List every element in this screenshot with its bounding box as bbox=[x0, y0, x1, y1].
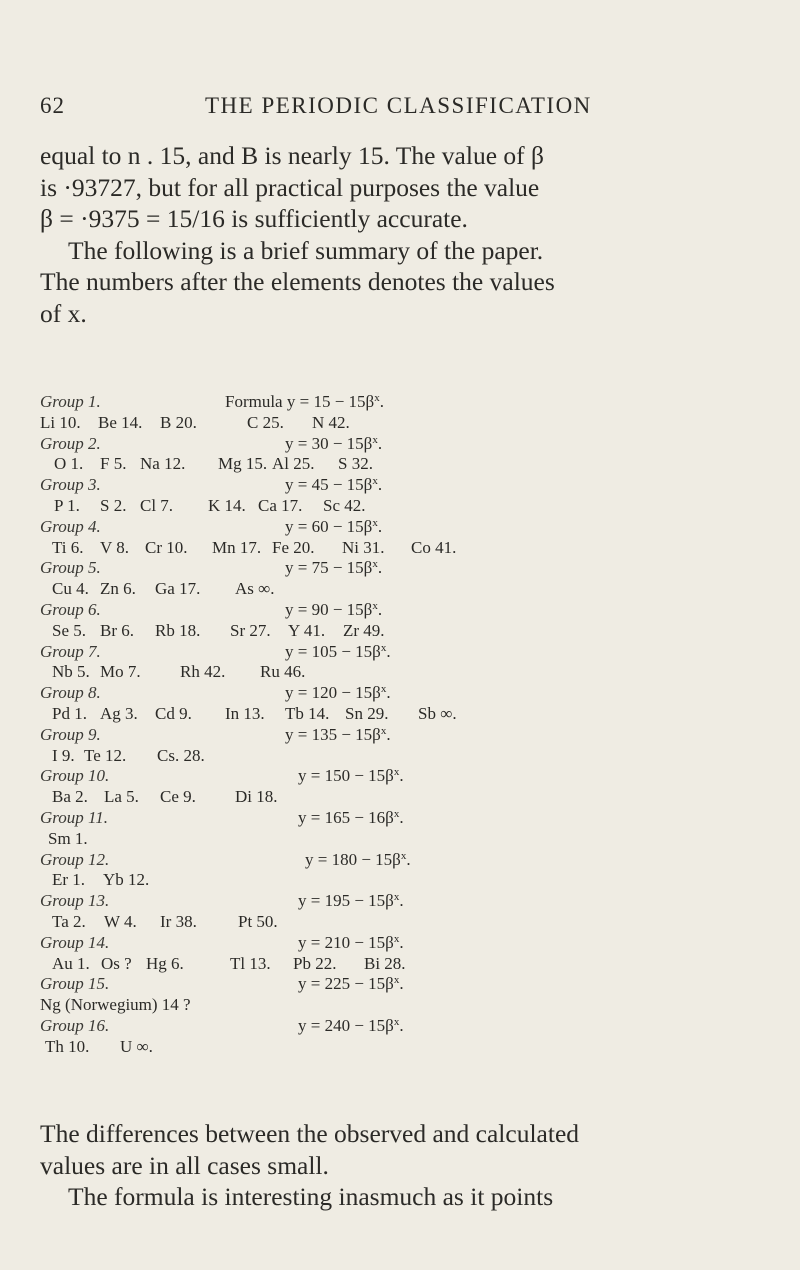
element-entry: Ba 2. bbox=[52, 787, 88, 807]
group-label: Group 7. bbox=[40, 641, 101, 661]
element-entry: Co 41. bbox=[411, 537, 457, 557]
element-entry: Mn 17. bbox=[212, 537, 262, 557]
group-formula: $y = 165 - 16\beta^x$. bbox=[298, 807, 404, 827]
element-entry: Th 10. bbox=[45, 1036, 90, 1056]
group-label: Group 9. bbox=[40, 724, 101, 744]
element-entry: Pd 1. bbox=[52, 703, 87, 723]
group-header-row bbox=[40, 683, 780, 704]
group-elements-row bbox=[40, 413, 780, 434]
element-entry: V 8. bbox=[100, 537, 129, 557]
element-entry: Pb 22. bbox=[293, 953, 337, 973]
group-elements-row bbox=[40, 995, 780, 1016]
group-header-row bbox=[40, 475, 780, 496]
group-elements-row bbox=[40, 829, 780, 850]
element-entry: Cl 7. bbox=[140, 495, 174, 515]
group-elements-row bbox=[40, 579, 780, 600]
group-formula: $y = 195 - 15\beta^x$. bbox=[298, 891, 404, 911]
group-label: Group 1. bbox=[40, 392, 101, 411]
element-entry: Di 18. bbox=[235, 787, 278, 807]
intro-paragraph bbox=[40, 140, 760, 329]
element-entry: Br 6. bbox=[100, 620, 134, 640]
group-label: Group 8. bbox=[40, 683, 101, 703]
running-head: THE PERIODIC CLASSIFICATION bbox=[205, 93, 592, 118]
group-label: Group 6. bbox=[40, 599, 101, 619]
group-header-row bbox=[40, 808, 780, 829]
group-header-row bbox=[40, 517, 780, 538]
element-entry: Yb 12. bbox=[103, 870, 150, 890]
element-entry: Ti 6. bbox=[52, 537, 84, 557]
element-entry: In 13. bbox=[225, 703, 265, 723]
element-entry: Cr 10. bbox=[145, 537, 188, 557]
group-label: Group 11. bbox=[40, 807, 108, 827]
group-header-row bbox=[40, 974, 780, 995]
element-entry: Sm 1. bbox=[48, 828, 88, 848]
group-formula: $y = 240 - 15\beta^x$. bbox=[298, 1015, 404, 1035]
element-entry: Os ? bbox=[101, 953, 132, 973]
group-formula: $y = 60 - 15\beta^x$. bbox=[285, 516, 383, 536]
element-entry: B 20. bbox=[160, 412, 197, 432]
element-entry: Bi 28. bbox=[364, 953, 406, 973]
group-elements-row bbox=[40, 787, 780, 808]
element-entry: Cu 4. bbox=[52, 579, 89, 599]
group-label: Group 15. bbox=[40, 974, 110, 994]
element-entry: F 5. bbox=[100, 454, 127, 474]
group-formula: $y = 210 - 15\beta^x$. bbox=[298, 932, 404, 952]
element-entry: Cd 9. bbox=[155, 703, 192, 723]
element-entry: Ru 46. bbox=[260, 662, 306, 682]
element-entry: Zr 49. bbox=[343, 620, 385, 640]
group-formula: $y = 90 - 15\beta^x$. bbox=[285, 599, 383, 619]
element-entry: Rh 42. bbox=[180, 662, 226, 682]
group-formula: $y = 75 - 15\beta^x$. bbox=[285, 558, 383, 578]
element-entry: La 5. bbox=[104, 787, 139, 807]
element-entry: Hg 6. bbox=[146, 953, 184, 973]
group-header-row bbox=[40, 558, 780, 579]
text-line: The differences between the observed and calculated bbox=[40, 1119, 580, 1148]
group-header-row bbox=[40, 850, 780, 871]
text-line: The formula is interesting inasmuch as it points bbox=[68, 1182, 554, 1211]
group-elements-row bbox=[40, 870, 780, 891]
element-entry: S 32. bbox=[338, 454, 373, 474]
element-entry: Ni 31. bbox=[342, 537, 385, 557]
group-elements-row bbox=[40, 496, 780, 517]
group-header-row bbox=[40, 933, 780, 954]
element-entry: P 1. bbox=[54, 495, 80, 515]
element-entry: Tl 13. bbox=[230, 953, 271, 973]
element-entry: Nb 5. bbox=[52, 662, 90, 682]
text-line: β = ·9375 = 15/16 is sufficiently accurate. bbox=[40, 204, 468, 233]
group-elements-row bbox=[40, 746, 780, 767]
group-formula: $y = 120 - 15\beta^x$. bbox=[285, 683, 391, 703]
element-entry: Be 14. bbox=[98, 412, 143, 432]
group-formula: $y = 225 - 15\beta^x$. bbox=[298, 974, 404, 994]
element-entry: S 2. bbox=[100, 495, 127, 515]
element-entry: Zn 6. bbox=[100, 579, 136, 599]
element-entry: Mg 15. bbox=[218, 454, 268, 474]
group-label: Group 5. bbox=[40, 558, 101, 578]
group-elements-row bbox=[40, 1037, 780, 1058]
group-elements-row bbox=[40, 954, 780, 975]
group-label: Group 3. bbox=[40, 475, 101, 495]
element-entry: Sr 27. bbox=[230, 620, 271, 640]
element-entry: Mo 7. bbox=[100, 662, 141, 682]
group-label: Group 16. bbox=[40, 1015, 110, 1035]
text-line: The numbers after the elements denotes the values bbox=[40, 267, 555, 296]
group-elements-row bbox=[40, 538, 780, 559]
group-label: Group 10. bbox=[40, 766, 110, 786]
group-formula: $y = 30 - 15\beta^x$. bbox=[285, 433, 383, 453]
page-number: 62 bbox=[40, 93, 65, 118]
element-entry: Ta 2. bbox=[52, 911, 86, 931]
element-entry: Tb 14. bbox=[285, 703, 330, 723]
text-line: The following is a brief summary of the paper. bbox=[68, 235, 544, 265]
group-elements-row bbox=[40, 912, 780, 933]
element-entry: Er 1. bbox=[52, 870, 86, 890]
element-groups-table bbox=[40, 392, 780, 1058]
element-entry: Te 12. bbox=[84, 745, 127, 765]
element-entry: Ga 17. bbox=[155, 579, 201, 599]
group-label: Group 13. bbox=[40, 891, 110, 911]
group-label: Group 2. bbox=[40, 433, 101, 453]
element-entry: Na 12. bbox=[140, 454, 186, 474]
element-entry: Pt 50. bbox=[238, 911, 278, 931]
element-entry: C 25. bbox=[247, 412, 284, 432]
group-elements-row bbox=[40, 662, 780, 683]
element-entry: Fe 20. bbox=[272, 537, 315, 557]
element-entry: Ir 38. bbox=[160, 911, 197, 931]
group-formula: $y = 180 - 15\beta^x$. bbox=[305, 849, 411, 869]
closing-paragraph bbox=[40, 1118, 760, 1213]
element-entry: I 9. bbox=[52, 745, 75, 765]
group-header-row bbox=[40, 725, 780, 746]
element-entry: Al 25. bbox=[272, 454, 315, 474]
group-label: Group 14. bbox=[40, 932, 110, 952]
element-entry: U ∞. bbox=[120, 1036, 153, 1056]
group-formula: Formula $y = 15 - 15\beta^x$. bbox=[225, 392, 384, 411]
element-entry: Se 5. bbox=[52, 620, 86, 640]
element-entry: Y 41. bbox=[288, 620, 326, 640]
group-formula: $y = 150 - 15\beta^x$. bbox=[298, 766, 404, 786]
element-entry: Rb 18. bbox=[155, 620, 201, 640]
element-entry: W 4. bbox=[104, 911, 137, 931]
element-entry: Li 10. bbox=[40, 412, 81, 432]
element-entry: As ∞. bbox=[235, 579, 275, 599]
group-elements-row bbox=[40, 704, 780, 725]
group-header-row bbox=[40, 891, 780, 912]
element-entry: Ng (Norwegium) 14 ? bbox=[40, 995, 191, 1015]
element-entry: Sc 42. bbox=[323, 495, 366, 515]
text-line: is ·93727, but for all practical purposes the value bbox=[40, 172, 540, 202]
group-formula: $y = 135 - 15\beta^x$. bbox=[285, 724, 391, 744]
element-entry: K 14. bbox=[208, 495, 246, 515]
element-entry: O 1. bbox=[54, 454, 84, 474]
group-header-row bbox=[40, 1016, 780, 1037]
group-header-row bbox=[40, 766, 780, 787]
text-line: of x. bbox=[40, 298, 87, 328]
element-entry: Ce 9. bbox=[160, 787, 196, 807]
element-entry: N 42. bbox=[312, 412, 350, 432]
group-label: Group 4. bbox=[40, 516, 101, 536]
text-line: values are in all cases small. bbox=[40, 1150, 329, 1180]
element-entry: Ag 3. bbox=[100, 703, 138, 723]
group-formula: $y = 105 - 15\beta^x$. bbox=[285, 641, 391, 661]
group-header-row bbox=[40, 642, 780, 663]
element-entry: Sb ∞. bbox=[418, 703, 457, 723]
element-entry: Cs. 28. bbox=[157, 745, 205, 765]
group-elements-row bbox=[40, 454, 780, 475]
element-entry: Sn 29. bbox=[345, 703, 389, 723]
group-header-row bbox=[40, 600, 780, 621]
group-elements-row bbox=[40, 621, 780, 642]
group-formula: $y = 45 - 15\beta^x$. bbox=[285, 475, 383, 495]
text-line: equal to n . 15, and B is nearly 15. The value of β bbox=[40, 141, 544, 170]
element-entry: Ca 17. bbox=[258, 495, 303, 515]
group-label: Group 12. bbox=[40, 849, 110, 869]
group-header-row bbox=[40, 434, 780, 455]
element-entry: Au 1. bbox=[52, 953, 90, 973]
group-header-row bbox=[40, 392, 780, 413]
